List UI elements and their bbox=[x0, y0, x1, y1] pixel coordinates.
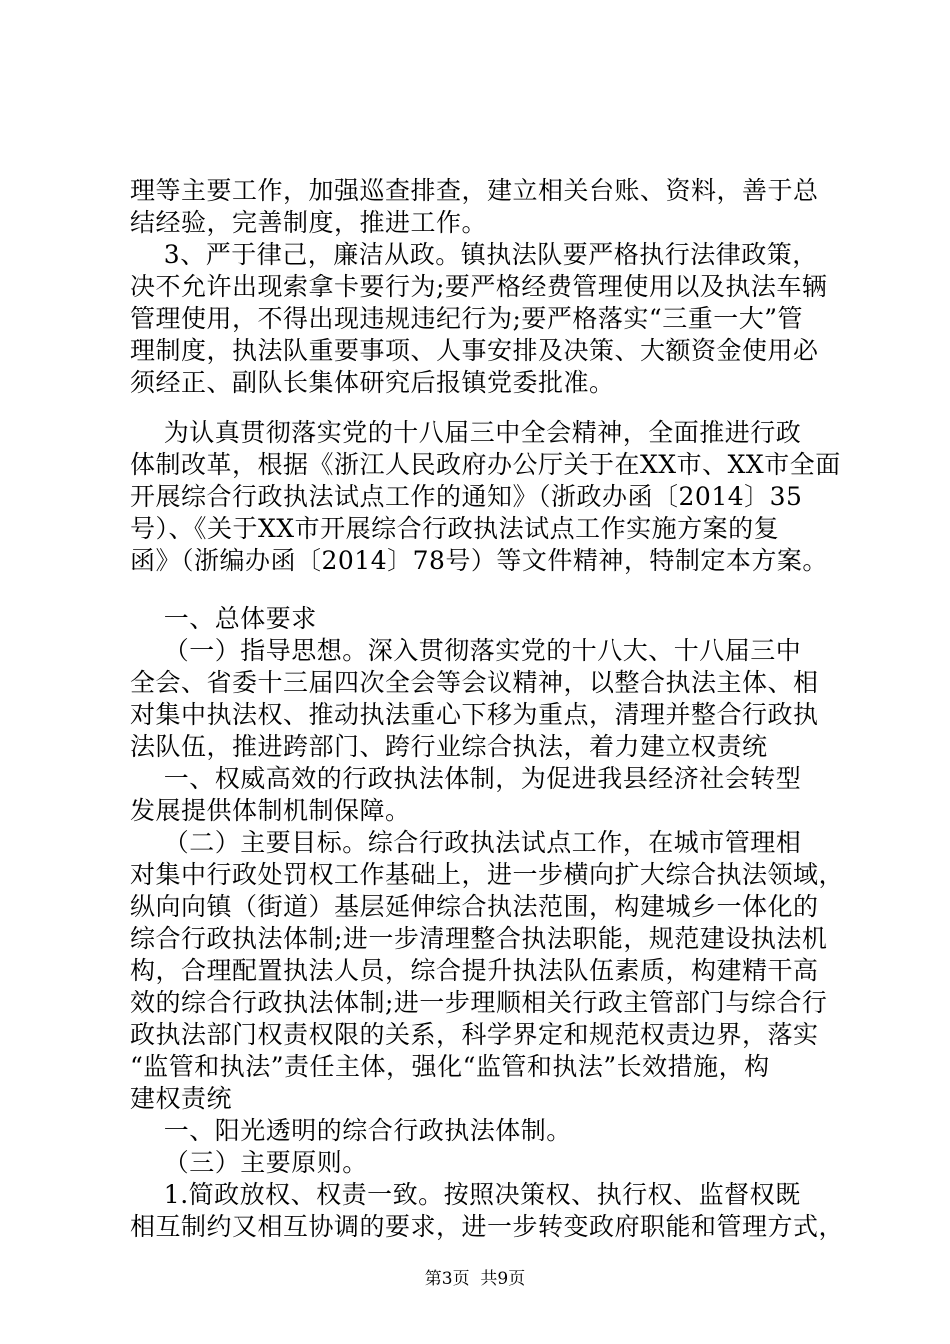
body-text-line: 号）、《关于XX市开展综合行政执法试点工作实施方案的复 bbox=[130, 514, 780, 543]
body-text-line: 须经正、副队长集体研究后报镇党委批准。 bbox=[130, 368, 615, 397]
page-footer: 第3页 共9页 bbox=[424, 1269, 526, 1289]
body-text-line: 相互制约又相互协调的要求，进一步转变政府职能和管理方式， bbox=[130, 1212, 845, 1241]
body-text-line: 为认真贯彻落实党的十八届三中全会精神，全面推进行政 bbox=[130, 418, 802, 447]
body-text-line: 一、阳光透明的综合行政执法体制。 bbox=[130, 1116, 572, 1145]
body-text-line: （一）指导思想。深入贯彻落实党的十八大、十八届三中 bbox=[130, 636, 802, 665]
body-text-line: 管理使用，不得出现违规违纪行为;要严格落实“三重一大”管 bbox=[130, 304, 803, 333]
body-text-line: 全会、省委十三届四次全会等会议精神，以整合执法主体、相 bbox=[130, 668, 819, 697]
body-text-line: 综合行政执法体制;进一步清理整合执法职能，规范建设执法机 bbox=[130, 924, 828, 953]
body-text-line: 体制改革，根据《浙江人民政府办公厅关于在XX市、XX市全面 bbox=[130, 450, 841, 479]
body-text-line: “监管和执法”责任主体，强化“监管和执法”长效措施，构 bbox=[130, 1052, 770, 1081]
body-text-line: 效的综合行政执法体制;进一步理顺相关行政主管部门与综合行 bbox=[130, 988, 828, 1017]
body-text-line: 决不允许出现索拿卡要行为;要严格经费管理使用以及执法车辆 bbox=[130, 272, 828, 301]
body-text-line: （三）主要原则。 bbox=[130, 1148, 368, 1177]
body-text-line: 纵向向镇（街道）基层延伸综合执法范围，构建城乡一体化的 bbox=[130, 892, 819, 921]
body-text-line: 一、权威高效的行政执法体制，为促进我县经济社会转型 bbox=[130, 764, 802, 793]
body-text-line: 建权责统 bbox=[130, 1084, 233, 1113]
body-text-line: 发展提供体制机制保障。 bbox=[130, 796, 411, 825]
section-heading: 一、总体要求 bbox=[130, 604, 317, 633]
body-text-line: 开展综合行政执法试点工作的通知》（浙政办函〔2014〕35 bbox=[130, 482, 803, 511]
body-text-line: 构，合理配置执法人员，综合提升执法队伍素质，构建精干高 bbox=[130, 956, 819, 985]
body-text-line: 理等主要工作，加强巡查排查，建立相关台账、资料，善于总 bbox=[130, 176, 819, 205]
body-text-line: （二）主要目标。综合行政执法试点工作，在城市管理相 bbox=[130, 828, 802, 857]
body-text-line: 理制度，执法队重要事项、人事安排及决策、大额资金使用必 bbox=[130, 336, 819, 365]
body-text-line: 3、严于律己，廉洁从政。镇执法队要严格执行法律政策， bbox=[130, 240, 818, 269]
body-text-line: 对集中执法权、推动执法重心下移为重点，清理并整合行政执 bbox=[130, 700, 819, 729]
body-text-line: 法队伍，推进跨部门、跨行业综合执法，着力建立权责统 bbox=[130, 732, 768, 761]
body-text-line: 函》（浙编办函〔2014〕78号）等文件精神，特制定本方案。 bbox=[130, 546, 828, 575]
body-text-line: 对集中行政处罚权工作基础上，进一步横向扩大综合执法领域， bbox=[130, 860, 845, 889]
body-text-line: 政执法部门权责权限的关系，科学界定和规范权责边界，落实 bbox=[130, 1020, 819, 1049]
body-text-line: 1.简政放权、权责一致。按照决策权、执行权、监督权既 bbox=[130, 1180, 801, 1209]
body-text-line: 结经验，完善制度，推进工作。 bbox=[130, 208, 488, 237]
